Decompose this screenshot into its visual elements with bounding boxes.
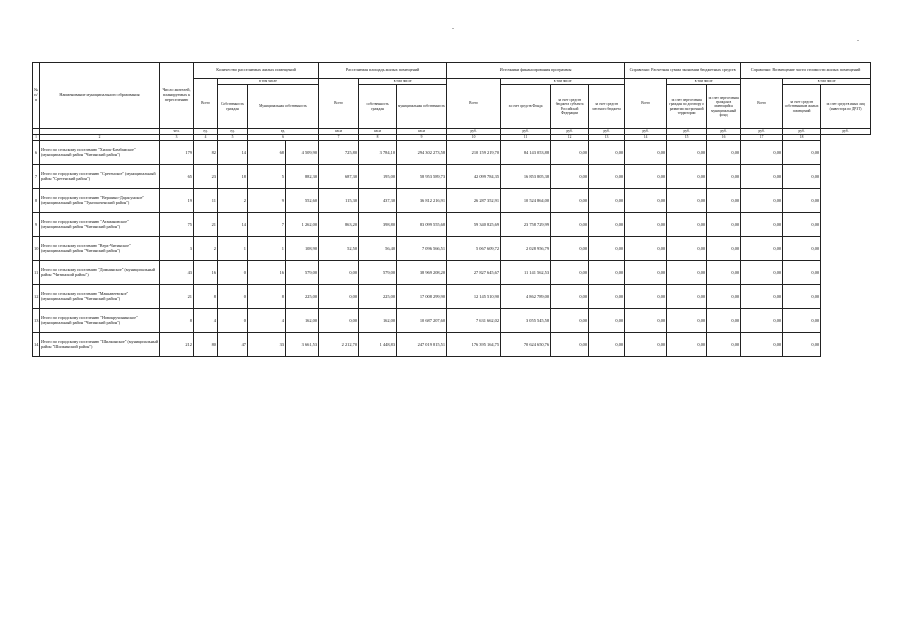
count-private-cell: 0 xyxy=(218,285,248,309)
area-muni-cell: 437,30 xyxy=(359,189,397,213)
people-count-cell: 65 xyxy=(160,165,194,189)
col-number: 12 xyxy=(551,135,589,141)
col-number: 18 xyxy=(783,135,821,141)
table-row xyxy=(33,261,871,285)
count-muni-cell: 1 xyxy=(248,237,286,261)
savings-b-cell: 0,00 xyxy=(667,333,707,357)
area-private-cell: 687,30 xyxy=(319,165,359,189)
municipality-name-cell: Итого по городскому поселению "Сретенское" (муниципальный район "Сретенский район") xyxy=(40,165,160,189)
fin-local-cell: 0,00 xyxy=(551,165,589,189)
compensation-a-cell: 0,00 xyxy=(741,237,783,261)
count-private-cell: 2 xyxy=(218,189,248,213)
unit-cell: руб. xyxy=(589,129,625,135)
fin-total-cell: 247 019 815,51 xyxy=(397,333,447,357)
compensation-total-cell: 0,00 xyxy=(707,333,741,357)
count-private-cell: 1 xyxy=(218,237,248,261)
area-total-cell: 552,60 xyxy=(286,189,319,213)
people-count-cell: 3 xyxy=(160,237,194,261)
unit-cell: ед. xyxy=(194,129,218,135)
area-group-header: Расселяемая площадь жилых помещений xyxy=(319,63,447,79)
savings-b-cell: 0,00 xyxy=(667,165,707,189)
fin-fund-cell: 210 159 219,70 xyxy=(447,141,501,165)
col-number: 2 xyxy=(40,135,160,141)
area-muni-cell: 195,00 xyxy=(359,165,397,189)
ref2-total-header: Всего xyxy=(741,79,783,129)
fin-local-cell: 0,00 xyxy=(551,237,589,261)
count-muni-cell: 33 xyxy=(248,333,286,357)
compensation-total-cell: 0,00 xyxy=(707,213,741,237)
fin-subject-cell: 23 758 729,99 xyxy=(501,213,551,237)
compensation-b-cell: 0,00 xyxy=(783,261,821,285)
compensation-a-cell: 0,00 xyxy=(741,189,783,213)
savings-a-cell: 0,00 xyxy=(625,237,667,261)
col-number: 4 xyxy=(194,135,218,141)
compensation-total-cell: 0,00 xyxy=(707,237,741,261)
fin-total-cell: 10 687 207,60 xyxy=(397,309,447,333)
table-row xyxy=(33,165,871,189)
area-muni-cell: 3 784,10 xyxy=(359,141,397,165)
compensation-group-header: Справочно: Возмещение части стоимости жилых помещений xyxy=(741,63,871,79)
savings-total-cell: 0,00 xyxy=(589,165,625,189)
count-total-cell: 21 xyxy=(194,213,218,237)
unit-cell: ед. xyxy=(248,129,319,135)
fin-fund-cell: 59 340 825,69 xyxy=(447,213,501,237)
fin-fund-cell: 27 827 645,67 xyxy=(447,261,501,285)
ref1-a-header: за счет переселения граждан по договору о развитии застроенной территории xyxy=(667,85,707,129)
fin-local-cell: 0,00 xyxy=(551,309,589,333)
unit-cell: руб. xyxy=(667,129,707,135)
compensation-total-cell: 0,00 xyxy=(707,165,741,189)
fin-subject-cell: 70 624 650,76 xyxy=(501,333,551,357)
unit-cell: руб. xyxy=(447,129,501,135)
count-private-cell: 47 xyxy=(218,333,248,357)
fin-total-cell: 17 008 299,90 xyxy=(397,285,447,309)
col-number: 15 xyxy=(667,135,707,141)
municipality-name-cell: Итого по сельскому поселению "Верх-Читинское" (муниципальный район "Читинский район") xyxy=(40,237,160,261)
area-total-cell: 108,90 xyxy=(286,237,319,261)
unit-cell: чел. xyxy=(160,129,194,135)
area-muni-header: муниципальная собственность xyxy=(397,85,447,129)
compensation-total-cell: 0,00 xyxy=(707,309,741,333)
count-private-cell: 0 xyxy=(218,309,248,333)
compensation-total-cell: 0,00 xyxy=(707,189,741,213)
area-private-cell: 863,20 xyxy=(319,213,359,237)
fin-subject-cell: 2 028 956,79 xyxy=(501,237,551,261)
savings-a-cell: 0,00 xyxy=(625,333,667,357)
fin-fund-cell: 7 631 662,02 xyxy=(447,309,501,333)
ref1-total-header: Всего xyxy=(625,79,667,129)
fin-total-cell: 294 302 273,58 xyxy=(397,141,447,165)
area-private-cell: 725,80 xyxy=(319,141,359,165)
ref2-incl-header: в том числе xyxy=(783,79,871,85)
unit-cell: руб. xyxy=(707,129,741,135)
savings-a-cell: 0,00 xyxy=(625,261,667,285)
savings-total-cell: 0,00 xyxy=(589,189,625,213)
col-number: 16 xyxy=(707,135,741,141)
fin-total-header: Всего xyxy=(447,79,501,129)
row-number-cell: 11 xyxy=(33,261,40,285)
unit-cell: кв.м xyxy=(359,129,397,135)
people-count-cell: 75 xyxy=(160,213,194,237)
count-muni-cell: 68 xyxy=(248,141,286,165)
savings-b-cell: 0,00 xyxy=(667,141,707,165)
savings-total-cell: 0,00 xyxy=(589,237,625,261)
count-total-cell: 8 xyxy=(194,285,218,309)
page-mark-top: - xyxy=(452,26,454,32)
col-number: 14 xyxy=(625,135,667,141)
area-total-cell: 162,00 xyxy=(286,309,319,333)
count-total-cell: 11 xyxy=(194,189,218,213)
savings-b-cell: 0,00 xyxy=(667,237,707,261)
ref2-a-header: за счет средств собственников жилых помещений xyxy=(783,85,821,129)
unit-cell: руб. xyxy=(551,129,589,135)
savings-total-cell: 0,00 xyxy=(589,141,625,165)
savings-b-cell: 0,00 xyxy=(667,285,707,309)
col-no-header: № п/п xyxy=(33,63,40,129)
fin-fund-cell: 42 099 784,35 xyxy=(447,165,501,189)
count-muni-cell: 7 xyxy=(248,213,286,237)
fin-total-cell: 38 969 208,20 xyxy=(397,261,447,285)
unit-cell: кв.м xyxy=(319,129,359,135)
area-private-cell: 0,00 xyxy=(319,285,359,309)
count-group-header: Количество расселяемых жилых помещений xyxy=(194,63,319,79)
municipality-name-cell: Итого по сельскому поселению "Домнинское" (муниципальный район "Читинский район") xyxy=(40,261,160,285)
count-muni-cell: 16 xyxy=(248,261,286,285)
col-number: 11 xyxy=(501,135,551,141)
fin-subject-cell: 84 143 053,88 xyxy=(501,141,551,165)
compensation-b-cell: 0,00 xyxy=(783,285,821,309)
compensation-total-cell: 0,00 xyxy=(707,285,741,309)
count-total-cell: 80 xyxy=(194,333,218,357)
fin-subject-cell: 16 853 805,38 xyxy=(501,165,551,189)
savings-total-cell: 0,00 xyxy=(589,333,625,357)
col-number: 17 xyxy=(741,135,783,141)
unit-cell: руб. xyxy=(501,129,551,135)
savings-b-cell: 0,00 xyxy=(667,213,707,237)
compensation-b-cell: 0,00 xyxy=(783,213,821,237)
area-private-cell: 52,50 xyxy=(319,237,359,261)
people-count-cell: 212 xyxy=(160,333,194,357)
table-row xyxy=(33,333,871,357)
fin-local-cell: 0,00 xyxy=(551,141,589,165)
fin-subject-cell: 11 141 562,53 xyxy=(501,261,551,285)
page-mark-right: - xyxy=(857,38,859,44)
resettlement-table xyxy=(32,62,871,357)
area-private-cell: 0,00 xyxy=(319,261,359,285)
area-total-cell: 579,00 xyxy=(286,261,319,285)
col-number: 5 xyxy=(218,135,248,141)
area-incl-header: в том числе xyxy=(359,79,447,85)
count-total-cell: 82 xyxy=(194,141,218,165)
fin-local-cell: 0,00 xyxy=(551,333,589,357)
finance-group-header: Источники финансирования программы xyxy=(447,63,625,79)
col-number: 7 xyxy=(319,135,359,141)
compensation-a-cell: 0,00 xyxy=(741,261,783,285)
municipality-name-cell: Итого по сельскому поселению "Маккавеевское" (муниципальный район "Читинский район") xyxy=(40,285,160,309)
savings-a-cell: 0,00 xyxy=(625,189,667,213)
fin-total-cell: 83 099 555,68 xyxy=(397,213,447,237)
area-private-header: собственность граждан xyxy=(359,85,397,129)
municipality-name-cell: Итого по сельскому поселению "Хилок-Бамбамское" (муниципальный район "Читинский район") xyxy=(40,141,160,165)
compensation-a-cell: 0,00 xyxy=(741,309,783,333)
count-total-cell: 23 xyxy=(194,165,218,189)
count-muni-cell: 8 xyxy=(248,285,286,309)
row-number-cell: 12 xyxy=(33,285,40,309)
area-private-cell: 0,00 xyxy=(319,309,359,333)
savings-group-header: Справочно: Расчетная сумма экономии бюджетных средств xyxy=(625,63,741,79)
people-count-cell: 43 xyxy=(160,261,194,285)
area-muni-cell: 162,00 xyxy=(359,309,397,333)
area-total-header: Всего xyxy=(319,79,359,129)
savings-total-cell: 0,00 xyxy=(589,285,625,309)
fin-local-cell: 0,00 xyxy=(551,285,589,309)
fin-incl-header: в том числе xyxy=(501,79,625,85)
fin-fund-cell: 12 145 510,90 xyxy=(447,285,501,309)
unit-cell: ед. xyxy=(218,129,248,135)
people-count-cell: 8 xyxy=(160,309,194,333)
count-private-cell: 14 xyxy=(218,141,248,165)
area-total-cell: 3 661,53 xyxy=(286,333,319,357)
compensation-a-cell: 0,00 xyxy=(741,213,783,237)
area-private-cell: 115,30 xyxy=(319,189,359,213)
ref2-b-header: за счет средств иных лиц (инвестора по ДРЗТ) xyxy=(821,85,871,129)
unit-cell: руб. xyxy=(625,129,667,135)
col-number: 10 xyxy=(447,135,501,141)
table-row xyxy=(33,285,871,309)
count-muni-cell: 9 xyxy=(248,189,286,213)
col-name-header: Наименование муниципального образования xyxy=(40,63,160,129)
savings-b-cell: 0,00 xyxy=(667,261,707,285)
col-number: 3 xyxy=(160,135,194,141)
unit-cell: кв.м xyxy=(397,129,447,135)
table-row xyxy=(33,309,871,333)
area-private-cell: 2 212,70 xyxy=(319,333,359,357)
ref1-b-header: за счет переселения граждан в имеющийся муниципальный фонд xyxy=(707,85,741,129)
people-count-cell: 19 xyxy=(160,189,194,213)
compensation-b-cell: 0,00 xyxy=(783,141,821,165)
fin-subject-header: за счет средств бюджета субъекта Российской Федерации xyxy=(551,85,589,129)
count-muni-cell: 5 xyxy=(248,165,286,189)
col-number: 8 xyxy=(359,135,397,141)
compensation-b-cell: 0,00 xyxy=(783,333,821,357)
count-private-header: Собственность граждан xyxy=(218,85,248,129)
area-muni-cell: 1 448,83 xyxy=(359,333,397,357)
savings-total-cell: 0,00 xyxy=(589,213,625,237)
municipality-name-cell: Итого по городскому поселению "Шилкинское" (муниципальный район "Шилкинский район") xyxy=(40,333,160,357)
savings-a-cell: 0,00 xyxy=(625,285,667,309)
compensation-b-cell: 0,00 xyxy=(783,165,821,189)
row-number-cell: 9 xyxy=(33,213,40,237)
unit-cell: руб. xyxy=(741,129,783,135)
fin-total-cell: 7 096 566,51 xyxy=(397,237,447,261)
municipality-name-cell: Итого по городскому поселению "Вершино-Дарасунское" (муниципальный район "Тунгокоченский район") xyxy=(40,189,160,213)
area-total-cell: 225,00 xyxy=(286,285,319,309)
count-incl-header: в том числе xyxy=(218,79,319,85)
compensation-a-cell: 0,00 xyxy=(741,141,783,165)
ref1-incl-header: в том числе xyxy=(667,79,741,85)
count-muni-header: Муниципальная собственность xyxy=(248,85,319,129)
savings-a-cell: 0,00 xyxy=(625,141,667,165)
unit-cell: руб. xyxy=(783,129,821,135)
col-people-header: Число жителей, планируемых к переселению xyxy=(160,63,194,129)
count-private-cell: 18 xyxy=(218,165,248,189)
table-row xyxy=(33,213,871,237)
area-muni-cell: 579,00 xyxy=(359,261,397,285)
fin-total-cell: 36 812 216,91 xyxy=(397,189,447,213)
table-row xyxy=(33,237,871,261)
fin-total-cell: 58 953 589,73 xyxy=(397,165,447,189)
compensation-total-cell: 0,00 xyxy=(707,261,741,285)
count-private-cell: 14 xyxy=(218,213,248,237)
compensation-a-cell: 0,00 xyxy=(741,333,783,357)
area-total-cell: 1 262,00 xyxy=(286,213,319,237)
compensation-b-cell: 0,00 xyxy=(783,237,821,261)
fin-subject-cell: 10 524 864,00 xyxy=(501,189,551,213)
compensation-b-cell: 0,00 xyxy=(783,309,821,333)
col-number: 6 xyxy=(248,135,319,141)
compensation-a-cell: 0,00 xyxy=(741,285,783,309)
fin-local-cell: 0,00 xyxy=(551,261,589,285)
fin-local-header: за счет средств местного бюджета xyxy=(589,85,625,129)
table-row xyxy=(33,141,871,165)
fin-subject-cell: 4 862 789,00 xyxy=(501,285,551,309)
area-muni-cell: 225,00 xyxy=(359,285,397,309)
fin-fund-cell: 176 395 164,75 xyxy=(447,333,501,357)
area-muni-cell: 56,40 xyxy=(359,237,397,261)
fin-fund-cell: 26 287 352,91 xyxy=(447,189,501,213)
fin-local-cell: 0,00 xyxy=(551,189,589,213)
row-number-cell: 13 xyxy=(33,309,40,333)
row-number-cell: 6 xyxy=(33,141,40,165)
col-number: 1 xyxy=(33,135,40,141)
fin-local-cell: 0,00 xyxy=(551,213,589,237)
savings-total-cell: 0,00 xyxy=(589,309,625,333)
area-total-cell: 882,30 xyxy=(286,165,319,189)
fin-subject-cell: 3 055 545,58 xyxy=(501,309,551,333)
count-total-cell: 2 xyxy=(194,237,218,261)
people-count-cell: 179 xyxy=(160,141,194,165)
savings-b-cell: 0,00 xyxy=(667,309,707,333)
fin-fund-cell: 5 067 609,72 xyxy=(447,237,501,261)
fin-fund-header: за счет средств Фонда xyxy=(501,85,551,129)
savings-a-cell: 0,00 xyxy=(625,165,667,189)
savings-total-cell: 0,00 xyxy=(589,261,625,285)
savings-b-cell: 0,00 xyxy=(667,189,707,213)
compensation-a-cell: 0,00 xyxy=(741,165,783,189)
row-number-cell: 7 xyxy=(33,165,40,189)
people-count-cell: 21 xyxy=(160,285,194,309)
table-row xyxy=(33,189,871,213)
compensation-b-cell: 0,00 xyxy=(783,189,821,213)
count-private-cell: 0 xyxy=(218,261,248,285)
compensation-total-cell: 0,00 xyxy=(707,141,741,165)
area-total-cell: 4 509,90 xyxy=(286,141,319,165)
area-muni-cell: 398,80 xyxy=(359,213,397,237)
savings-a-cell: 0,00 xyxy=(625,309,667,333)
row-number-cell: 8 xyxy=(33,189,40,213)
row-number-cell: 14 xyxy=(33,333,40,357)
municipality-name-cell: Итого по городскому поселению "Атамановское" (муниципальный район "Читинский район") xyxy=(40,213,160,237)
unit-cell: руб. xyxy=(821,129,871,135)
count-muni-cell: 4 xyxy=(248,309,286,333)
col-number: 13 xyxy=(589,135,625,141)
col-number: 9 xyxy=(397,135,447,141)
count-total-cell: 4 xyxy=(194,309,218,333)
municipality-name-cell: Итого по городскому поселению "Новокручининское" (муниципальный район "Читинский район") xyxy=(40,309,160,333)
savings-a-cell: 0,00 xyxy=(625,213,667,237)
count-total-cell: 16 xyxy=(194,261,218,285)
row-number-cell: 10 xyxy=(33,237,40,261)
count-total-header: Всего xyxy=(194,79,218,129)
